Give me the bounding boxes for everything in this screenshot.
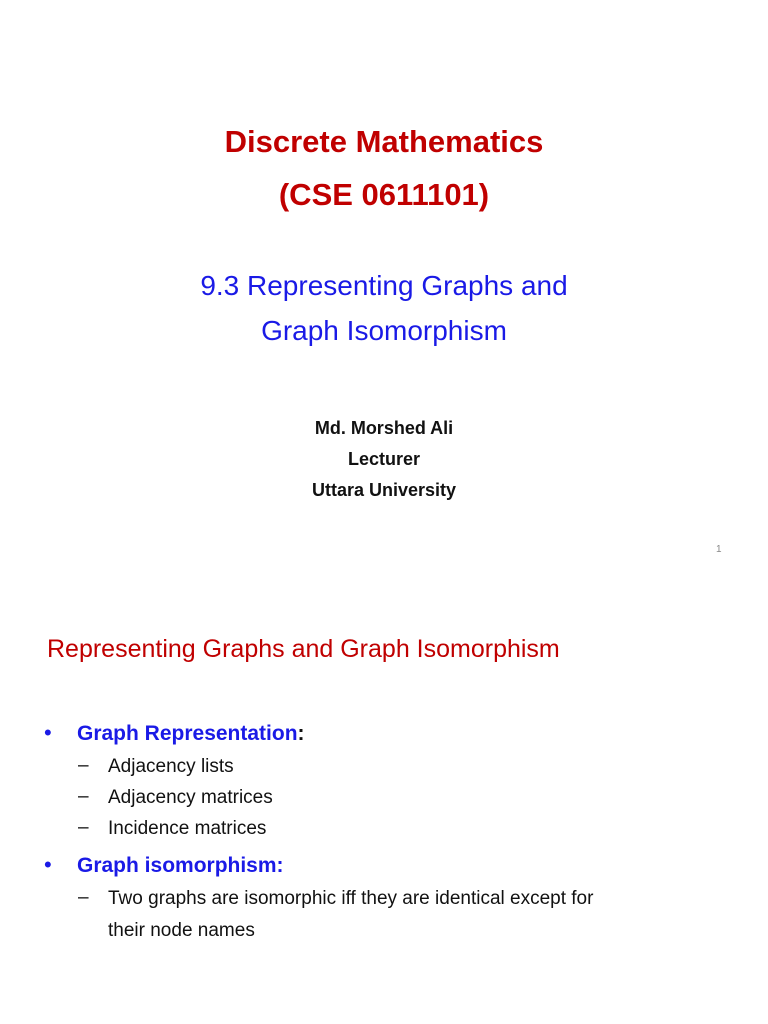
list-item: Incidence matrices — [108, 818, 267, 839]
slide-title-line-1: Discrete Mathematics — [224, 124, 544, 159]
bullet-icon: • — [44, 720, 52, 745]
list-item: Adjacency matrices — [108, 787, 273, 808]
bullet-suffix: : — [297, 722, 305, 745]
bullet-label: Graph Representation — [77, 722, 298, 745]
slide-subtitle-line-1: 9.3 Representing Graphs and — [200, 270, 568, 301]
author-position: Lecturer — [347, 449, 421, 469]
bullet-icon: • — [44, 852, 52, 877]
slide-title-line-2: (CSE 0611101) — [278, 177, 490, 212]
author-institution: Uttara University — [311, 480, 457, 500]
slide-subtitle-line-2: Graph Isomorphism — [261, 315, 507, 346]
page-number: 1 — [716, 544, 722, 555]
list-item-continuation: their node names — [108, 920, 255, 941]
dash-icon: – — [78, 786, 89, 807]
author-name: Md. Morshed Ali — [314, 418, 454, 438]
slide-heading: Representing Graphs and Graph Isomorphism — [47, 635, 560, 663]
dash-icon: – — [78, 755, 89, 776]
bullet-graph-isomorphism: Graph isomorphism: — [77, 854, 284, 877]
dash-icon: – — [78, 817, 89, 838]
dash-icon: – — [78, 887, 89, 908]
bullet-graph-representation — [77, 721, 305, 747]
list-item: Two graphs are isomorphic iff they are identical except for — [108, 888, 594, 909]
list-item: Adjacency lists — [108, 756, 234, 777]
